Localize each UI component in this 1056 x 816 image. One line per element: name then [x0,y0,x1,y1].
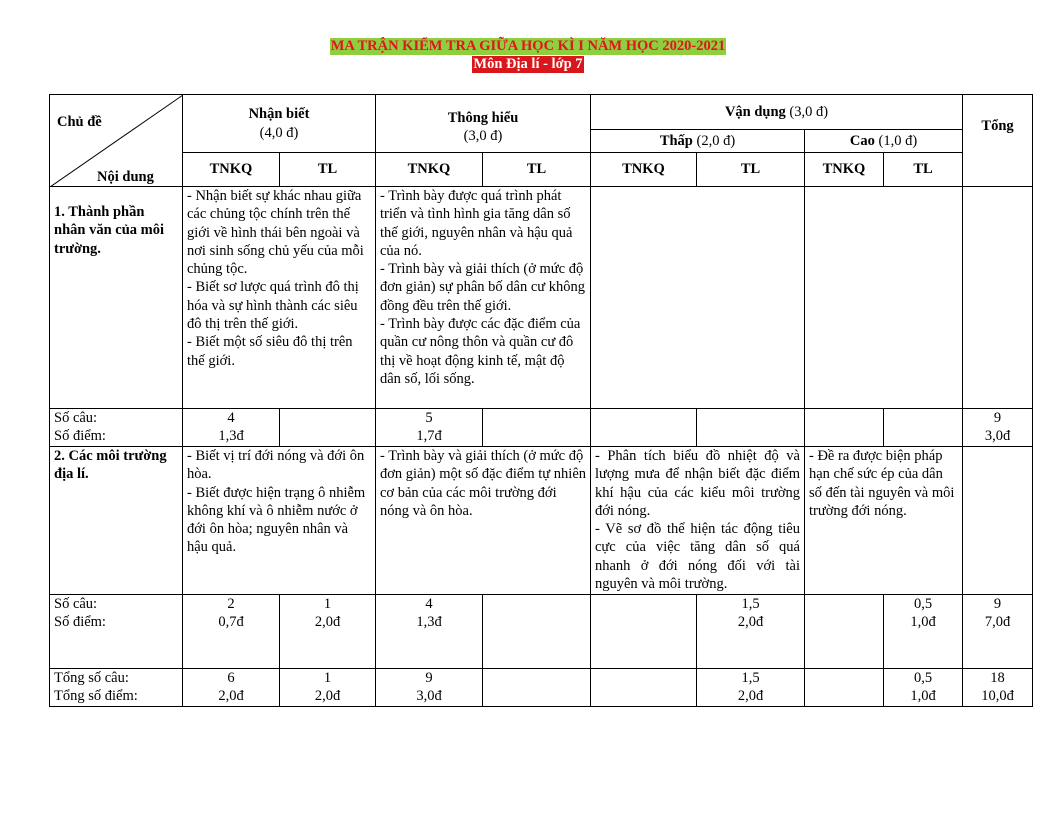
topic1-score-labels [50,409,183,447]
topic1-name: 1. Thành phần nhân văn của môi trường. [50,187,183,409]
header-thap-tnkq: TNKQ [591,153,697,187]
totals-thap-tl [697,669,805,707]
score-value: 7,0đ [984,614,1011,631]
totals-tong [963,669,1033,707]
header-th-tl: TL [483,153,591,187]
topic1-content-row [50,187,1033,409]
topic2-content-row [50,447,1033,595]
totals-labels [50,669,183,707]
count-value: 6 [227,670,235,686]
score-value: 2,0đ [737,614,764,631]
topic2-cao-tnkq [805,595,884,669]
topic1-score-row [50,409,1033,447]
document-title-block [0,38,1056,73]
score-value: 2,0đ [314,614,341,631]
header-noi-dung: Nội dung [97,169,154,185]
header-nhan-biet-label: Nhận biết [248,106,310,123]
topic2-th-tl [483,595,591,669]
count-value: 1,5 [741,670,760,686]
header-thap-points: (2,0 đ) [696,132,736,149]
totals-nb-tl [280,669,376,707]
topic2-van-dung-thap: - Phân tích biểu đồ nhiệt độ và lượng mưa để nhận biết đặc điểm khí hậu của các kiểu môi trường đới nóng. - Vẽ sơ đồ thể hiện tác động tiêu cực của việc tăng dân số quá nhanh ở đới nóng đối với tài nguyên và môi trường. [591,447,805,595]
totals-th-tl [483,669,591,707]
score-value: 3,0đ [984,428,1011,445]
count-value: 0,5 [913,596,933,612]
topic2-tong-score [963,595,1033,669]
so-diem-label: Số điểm: [54,428,106,445]
header-thong-hieu [376,95,591,153]
topic2-th-tnkq [376,595,483,669]
header-thong-hieu-label: Thông hiểu [447,110,519,126]
totals-nb-tnkq [183,669,280,707]
totals-cao-tnkq [805,669,884,707]
header-nhan-biet-points: (4,0 đ) [259,124,299,141]
count-value: 9 [993,410,1002,426]
score-value: 1,3đ [218,428,244,445]
header-thap [591,130,805,153]
count-value: 4 [425,596,433,612]
topic1-nhan-biet: - Nhận biết sự khác nhau giữa các chủng tộc chính trên thế giới về hình thái bên ngoài và nơi sinh sống chủ yếu của mỗi chủng tộc. - Biết sơ lược quá trình đô thị hóa và sự hình thành các siêu đô thị trên thế giới. - Biết một số siêu đô thị trên thế giới. [183,187,376,409]
header-cao-points: (1,0 đ) [878,132,918,149]
score-value: 3,0đ [416,688,442,705]
totals-th-tnkq [376,669,483,707]
topic2-score-labels [50,595,183,669]
header-cao-tnkq: TNKQ [805,153,884,187]
topic2-nb-tnkq [183,595,280,669]
score-value: 1,0đ [910,688,936,705]
topic2-score-row [50,595,1033,669]
header-row-3 [50,153,1033,187]
topic2-thap-tnkq [591,595,697,669]
topic1-thap-tnkq [591,409,697,447]
header-nb-tnkq: TNKQ [183,153,280,187]
count-value: 2 [227,596,235,612]
score-value: 1,0đ [910,614,936,631]
assessment-matrix-table [49,94,1033,707]
topic2-cao-tl [884,595,963,669]
header-van-dung-points: (3,0 đ) [789,103,829,120]
topic1-th-tl [483,409,591,447]
header-cao-tl: TL [884,153,963,187]
topic2-thong-hieu: - Trình bày và giải thích (ở mức độ đơn giản) một số đặc điểm tự nhiên cơ bản của các môi trường đới nóng và ôn hòa. [376,447,591,595]
score-value: 1,7đ [416,428,442,445]
score-value: 1,3đ [416,614,442,631]
topic1-cao-tl [884,409,963,447]
topic1-van-dung-cao [805,187,963,409]
tong-so-diem-label: Tổng số điểm: [54,688,138,705]
header-van-dung-label: Vận dụng [724,103,786,120]
count-value: 0,5 [913,670,933,686]
topic2-tong [963,447,1033,595]
header-corner-cell [50,95,183,187]
header-chu-de: Chủ đề [57,114,102,130]
count-value: 9 [425,670,433,686]
topic2-name: 2. Các môi trường địa lí. [50,447,183,595]
header-thap-tl: TL [697,153,805,187]
count-value: 9 [993,596,1002,612]
topic1-tong-score [963,409,1033,447]
topic2-van-dung-cao: - Đề ra được biện pháp hạn chế sức ép của dân số đến tài nguyên và môi trường đới nóng. [805,447,963,595]
tong-so-cau-label: Tổng số câu: [54,670,129,686]
count-value: 18 [990,670,1005,686]
so-diem-label: Số điểm: [54,614,106,631]
score-value: 2,0đ [737,688,764,705]
count-value: 5 [425,410,433,426]
score-value: 2,0đ [218,688,244,705]
document-title: MA TRẬN KIỂM TRA GIỮA HỌC KÌ I NĂM HỌC 2020-2021 [330,38,726,54]
topic1-cao-tnkq [805,409,884,447]
count-value: 4 [227,410,235,426]
header-cao-label: Cao [849,132,875,149]
so-cau-label: Số câu: [54,596,98,612]
count-value: 1,5 [741,596,760,612]
topic1-van-dung-thap [591,187,805,409]
topic1-thap-tl [697,409,805,447]
header-tong: Tổng [963,95,1033,187]
header-thap-label: Thấp [659,132,693,149]
score-value: 0,7đ [218,614,244,631]
document-subtitle: Môn Địa lí - lớp 7 [473,56,583,72]
totals-thap-tnkq [591,669,697,707]
topic1-tong [963,187,1033,409]
score-value: 10,0đ [981,688,1014,705]
topic1-nb-tnkq [183,409,280,447]
header-van-dung [591,95,963,130]
topic1-thong-hieu: - Trình bày được quá trình phát triển và tình hình gia tăng dân số thế giới, nguyên nhân và hậu quả của nó. - Trình bày và giải thích (ở mức độ đơn giản) sự phân bố dân cư không đồng đều trên thế giới. - Trình bày được các đặc điểm của quần cư nông thôn và quần cư đô thị về hoạt động kinh tế, mật độ dân số, lối sống. [376,187,591,409]
count-value: 1 [323,596,332,612]
score-value: 2,0đ [314,688,341,705]
count-value: 1 [323,670,332,686]
topic2-nhan-biet: - Biết vị trí đới nóng và đới ôn hòa. - Biết được hiện trạng ô nhiễm không khí và ô nhiễm nước ở đới ôn hòa; nguyên nhân và hậu quả. [183,447,376,595]
header-row-1 [50,95,1033,130]
header-nhan-biet [183,95,376,153]
topic1-nb-tl [280,409,376,447]
totals-row [50,669,1033,707]
totals-cao-tl [884,669,963,707]
header-thong-hieu-points: (3,0 đ) [463,128,503,145]
header-nb-tl: TL [280,153,376,187]
topic2-nb-tl [280,595,376,669]
header-th-tnkq: TNKQ [376,153,483,187]
header-cao [805,130,963,153]
so-cau-label: Số câu: [54,410,98,426]
topic2-thap-tl [697,595,805,669]
topic1-th-tnkq [376,409,483,447]
